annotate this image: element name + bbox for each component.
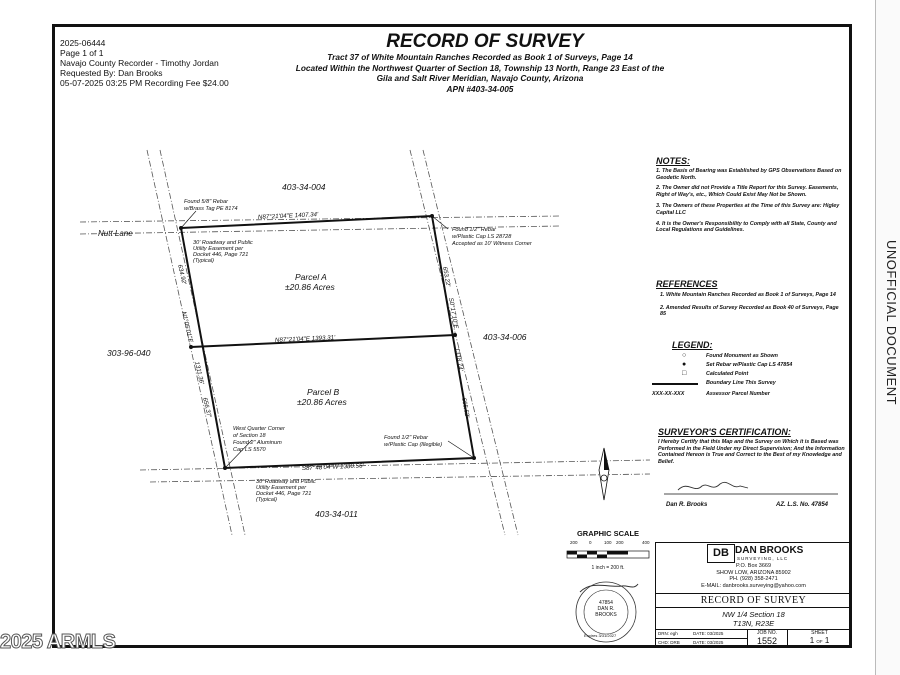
recorder-name: Navajo County Recorder - Timothy Jordan	[60, 58, 219, 68]
scale-tick-200-left: 200	[570, 540, 578, 545]
monument-nw-2: w/Brass Tag PE 8174	[184, 206, 238, 212]
note-2: 2. The Owner did not Provide a Title Report for this Survey. Easements, Right of Way's, etc., Which Could Exist May Not be Shown.	[656, 185, 839, 199]
quarter-corner-2: of Section 18	[233, 433, 266, 439]
easement-north-1: 30' Roadway and Public	[193, 240, 253, 246]
scale-tick-0: 0	[589, 540, 592, 545]
references-section	[656, 281, 846, 318]
job-number-label: JOB NO.	[756, 630, 777, 636]
bearing-middle-line: N87°21'04"E 1393.31'	[274, 334, 336, 344]
subtitle-apn: APN #403-34-005	[446, 83, 514, 94]
recording-page: Page 1 of 1	[60, 48, 104, 58]
checked-date: DATE: 03/2025	[693, 640, 724, 645]
recording-number: 2025-06444	[60, 38, 106, 48]
apn-south: 403-34-011	[315, 509, 358, 519]
certification-heading: SURVEYOR'S CERTIFICATION:	[658, 427, 791, 437]
references-heading: REFERENCES	[656, 279, 718, 289]
quarter-corner-3: Found 2" Aluminum	[233, 440, 282, 446]
quarter-corner-4: Cap LS 5570	[233, 447, 266, 453]
recording-datetime-fee: 05-07-2025 03:25 PM Recording Fee $24.00	[60, 78, 229, 88]
west-total-distance: 1311.36'	[193, 360, 206, 385]
seal-name-2: BROOKS	[595, 612, 617, 618]
monument-se-2: w/Plastic Cap (Illegible)	[384, 442, 443, 448]
recording-info	[60, 38, 229, 88]
notes-section	[656, 158, 846, 234]
title-block	[655, 542, 852, 648]
monument-ne-3: Accepted as 10' Witness Corner	[452, 241, 532, 247]
easement-south-4: (Typical)	[256, 497, 278, 503]
surveyor-license: AZ. L.S. No. 47854	[776, 501, 829, 508]
boundary-line-symbol	[652, 383, 698, 385]
certification-text: I Hereby Certify that this Map and the Survey on Which it is Based was Performed in the Field Under my Direct Supervision; And the Information Contained Hereon is True and Correct to the Best of my Knowledge and Belief.	[658, 438, 845, 466]
bearing-south-line: S87°48'04"W 1380.56'	[301, 462, 364, 472]
parcel-a-area: ±20.86 Acres	[285, 282, 335, 292]
bearing-north-line: N87°21'04"E 1407.34'	[257, 211, 319, 221]
company-address-2: SHOW LOW, ARIZONA 85902	[716, 569, 791, 576]
scale-tick-400: 400	[642, 540, 650, 545]
unofficial-document-label: UNOFFICIAL DOCUMENT	[884, 240, 899, 406]
sheet-label: SHEET	[811, 630, 828, 636]
legend-boundary-line: Boundary Line This Survey	[706, 380, 776, 386]
east-bottom-distance: 665.52'	[460, 397, 471, 419]
reference-2: 2. Amended Results of Survey Recorded as Book 40 of Surveys, Page 85	[660, 304, 839, 318]
company-address-1: P.O. Box 3669	[735, 563, 772, 569]
sheet-of: OF	[816, 639, 823, 644]
scale-bar	[565, 548, 651, 562]
easement-south-1: 30' Roadway and Public	[256, 479, 316, 485]
note-1: 1. The Basis of Bearing was Established by GPS Observations Based on Geodetic North.	[656, 167, 842, 181]
legend-apn: Assessor Parcel Number	[706, 391, 770, 397]
company-subname: SURVEYING, LLC	[737, 556, 789, 561]
monument-ne-2: w/Plastic Cap LS 28728	[452, 234, 512, 240]
easement-south-3: Docket 446, Page 721	[256, 491, 312, 497]
monument-se-1: Found 1/2" Rebar	[384, 435, 428, 441]
north-arrow-icon	[599, 448, 609, 500]
legend-apn-symbol: XXX-XX-XXX	[652, 391, 685, 397]
requested-by: Requested By: Dan Brooks	[60, 68, 163, 78]
east-total-distance: 1318.74'	[453, 347, 465, 372]
notes-heading: NOTES:	[656, 156, 691, 166]
apn-north: 403-34-004	[282, 182, 326, 192]
legend-set-rebar: Set Rebar w/Plastic Cap LS 47854	[706, 362, 793, 368]
title-block-location-1: NW 1/4 Section 18	[722, 610, 785, 619]
watermark: 2025 ARMLS	[0, 631, 116, 653]
legend-found-monument: Found Monument as Shown	[706, 353, 778, 359]
legend-section	[652, 340, 852, 400]
legend-heading: LEGEND:	[672, 340, 713, 350]
subtitle-line-2: Located Within the Northwest Quarter of Section 18, Township 13 North, Range 23 East of the	[295, 62, 665, 73]
calculated-point-symbol-icon: □	[682, 370, 687, 377]
apn-west: 303-96-040	[107, 348, 151, 358]
parcel-a-label: Parcel A	[295, 272, 327, 282]
seal-license-number: 47854	[599, 600, 613, 606]
road-name: Nutt Lane	[98, 229, 133, 238]
company-logo-icon: DB	[707, 544, 735, 563]
east-top-distance: 653.22'	[441, 266, 452, 288]
company-phone: PH. (928) 358-2471	[729, 576, 778, 583]
scale-note: 1 inch = 200 ft.	[591, 565, 625, 571]
quarter-corner-1: West Quarter Corner	[233, 426, 285, 432]
easement-north-4: (Typical)	[193, 258, 215, 264]
seal-name-1: DAN R.	[597, 606, 615, 612]
note-3: 3. The Owners of these Properties at the Time of this Survey are: Higley Capital LLC	[656, 202, 840, 216]
monument-nw-1: Found 5/8" Rebar	[184, 199, 228, 205]
east-bearing: S0°17'10"E	[447, 297, 460, 330]
subtitle-line-3: Gila and Salt River Meridian, Navajo County, Arizona	[376, 73, 584, 83]
company-name: DAN BROOKS	[735, 545, 804, 556]
scale-tick-100: 100	[604, 540, 612, 545]
document-subtitle	[270, 52, 690, 94]
found-monument-symbol-icon: ○	[682, 352, 687, 359]
surveyor-name: Dan R. Brooks	[666, 501, 708, 508]
easement-north-3: Docket 446, Page 721	[193, 252, 249, 258]
west-bearing: N1°05'01"E	[180, 310, 194, 344]
easement-south-2: Utility Easement per	[256, 485, 307, 491]
monument-ne-1: Found 1/2" Rebar	[452, 227, 496, 233]
graphic-scale	[562, 529, 654, 571]
job-number: 1552	[756, 636, 778, 646]
surveyor-signature	[658, 466, 848, 502]
easement-north-2: Utility Easement per	[193, 246, 244, 252]
sheet-number: 1	[809, 636, 815, 645]
west-top-distance: 634.92'	[176, 263, 188, 286]
sheet-total: 1	[824, 636, 830, 645]
checked-by: CHD: DRB	[658, 640, 680, 645]
scale-heading: GRAPHIC SCALE	[576, 529, 640, 538]
drawn-by: DRN: egh	[658, 631, 678, 636]
document-title: RECORD OF SURVEY	[386, 31, 584, 52]
surveyor-seal	[568, 578, 644, 644]
subtitle-line-1: Tract 37 of White Mountain Ranches Recorded as Book 1 of Surveys, Page 14	[327, 52, 633, 62]
title-block-location-2: T13N, R23E	[732, 619, 775, 628]
surveyor-certification	[658, 429, 846, 510]
legend-calculated-point: Calculated Point	[706, 371, 749, 377]
drawn-date: DATE: 03/2025	[693, 631, 724, 636]
west-bottom-distance: 656.37'	[201, 396, 213, 419]
note-4: 4. It is the Owner's Responsibility to Comply with all State, County and Local Regulations and Guidelines.	[656, 220, 837, 234]
title-block-doc-title: RECORD OF SURVEY	[700, 595, 807, 606]
parcel-b-area: ±20.86 Acres	[297, 397, 347, 407]
scale-tick-200: 200	[616, 540, 624, 545]
company-email: E-MAIL: danbrooks.surveying@yahoo.com	[701, 583, 806, 590]
parcel-b-label: Parcel B	[307, 387, 340, 397]
survey-plat	[52, 140, 652, 540]
set-rebar-symbol-icon: ●	[682, 361, 687, 368]
apn-east: 403-34-006	[483, 332, 527, 342]
reference-1: 1. White Mountain Ranches Recorded as Book 1 of Surveys, Page 14	[660, 291, 836, 298]
seal-expiration: Expires 3/31/2027	[584, 633, 617, 638]
